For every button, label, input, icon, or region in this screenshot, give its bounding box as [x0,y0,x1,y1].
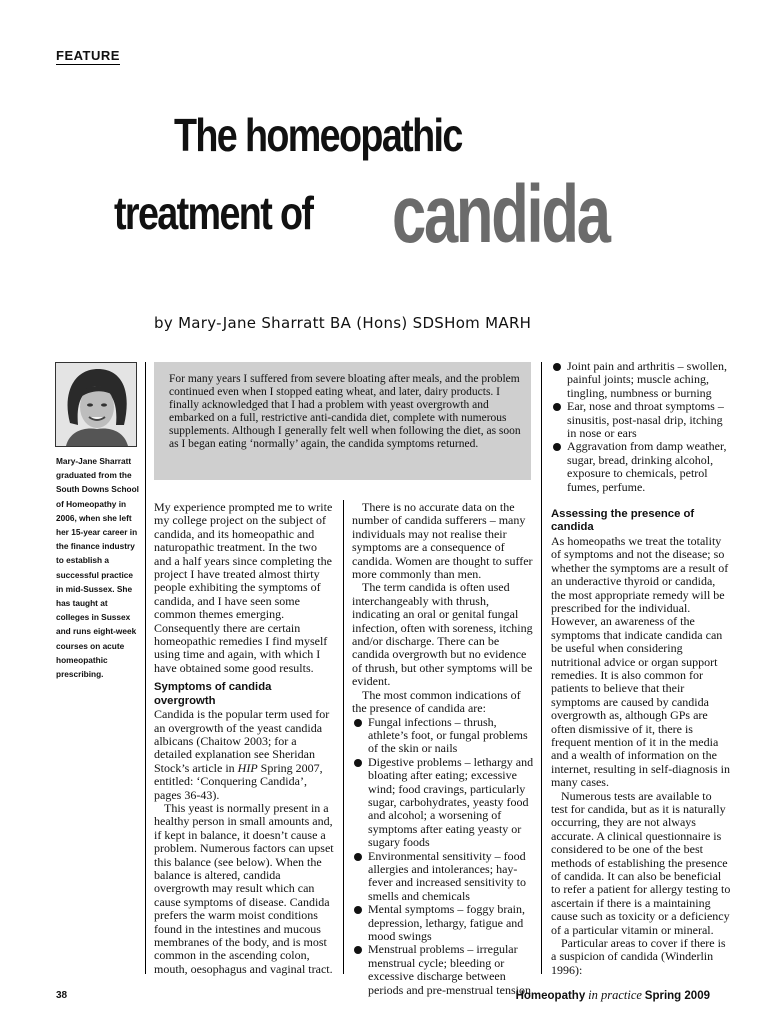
author-bio: Mary-Jane Sharratt graduated from the South Downs School of Homeopathy in 2006, when she left her 15-year career in the finance industry to establish a successful practice in mid-Sussex. She has taught at colleges in Sussex and runs eight-week courses on acute homeopathic prescribing. [56,456,139,680]
list-item: Environmental sensitivity – food allergies and intolerances; hay-fever and increased sensitivity to smells and chemicals [352,850,534,904]
column-rule [343,500,344,974]
footer-magazine [516,988,710,1003]
title-line-2: treatment of [114,187,313,239]
bullet-icon [553,363,561,371]
bullet-icon [553,443,561,451]
paragraph: This yeast is normally present in a healthy person in small amounts and, if kept in balance, it doesn’t cause a problem. Numerous factors can upset this balance (see below). When the balance is altered, candida overgrowth may result which can cause symptoms of disease. Candida prefers the warm moist conditions found in the intestines and mucous membranes of the body, and is most common in the ascending colon, mouth, oesophagus and vaginal tract. [154,800,334,976]
column-rule [145,362,146,974]
section-heading: Symptoms of candida overgrowth [154,681,272,707]
bullet-icon [354,719,362,727]
bullet-icon [553,403,561,411]
section-label: FEATURE [56,48,120,63]
list-item: Digestive problems – lethargy and bloating after eating; excessive wind; food cravings, particularly sugar, carbohydrates, yeasty food and alcohol; a worsening of symptoms after eating yeasty or sugary foods [352,756,534,850]
paragraph: As homeopaths we treat the totality of symptoms and not the disease; so whether the symptoms are a result of an underactive thyroid or candida, the most appropriate remedy will be prescribed for the individual. However, an awareness of the symptoms that indicate candida can be useful when considering nutritional advice or organ support remedies. It is also common for patients to believe that their symptoms are caused by candida overgrowth as, although GPs are often dismissive of it, there is frequent mention of it in the media and a wealth of information on the internet, resulting in self-diagnosis in many cases. [551,533,730,790]
title-line-1: The homeopathic [174,109,462,161]
author-photo [55,362,137,447]
title-highlight: candida [392,169,609,260]
column-rule [541,362,542,974]
list-item: Mental symptoms – foggy brain, depression, lethargy, fatigue and mood swings [352,903,534,943]
body-column-3 [551,360,731,977]
issue-date: Spring 2009 [644,990,710,1002]
list-item: Fungal infections – thrush, athlete’s foot, or fungal problems of the skin or nails [352,716,534,756]
bullet-icon [354,906,362,914]
paragraph: Numerous tests are available to test for candida, but as it is naturally occurring, they are not always accurate. A clinical questionnaire is considered to be one of the best methods of establishing the presence of candida. It can also be beneficial to refer a patient for allergy testing to ascertain if there is a maintaining cause such as toxicity or a deficiency of a particular vitamin or mineral. [551,788,731,937]
magazine-name: Homeopathy [515,990,586,1002]
paragraph: There is no accurate data on the number of candida sufferers – many individuals may not realise their symptoms are a consequence of candida. Women are thought to suffer more commonly than men. [352,500,533,582]
intro-standfirst: For many years I suffered from severe bloating after meals, and the problem continued even when I stopped eating wheat, and later, dairy products. I finally acknowledged that I had a problem with yeast overgrowth and embarked on a full, restrictive anti-candida diet, complete with numerous supplements. Although I generally felt well when following the diet, as soon as I began eating ‘normally’ again, the candida symptoms returned. [154,362,531,480]
paragraph: Particular areas to cover if there is a suspicion of candida (Winderlin 1996): [551,936,726,977]
bullet-icon [354,759,362,767]
body-column-1 [154,501,334,976]
list-item: Ear, nose and throat symptoms – sinusitis, post-nasal drip, itching in nose or ears [551,400,731,440]
paragraph: The most common indications of the presence of candida are: [352,687,521,716]
paragraph: My experience prompted me to write my college project on the subject of candida, and its homeopathic and naturopathic treatment. In the two and a half years since completing the project I have treated almost thirty people exhibiting the symptoms of candida, and I have seen some common themes emerging. Consequently there are certain homeopathic remedies I find myself using time and again, with which I have obtained some good results. [154,500,333,675]
bullet-icon [354,946,362,954]
list-item: Menstrual problems – irregular menstrual cycle; bleeding or excessive discharge between periods and pre-menstrual tension [352,943,534,997]
magazine-tagline: in practice [588,988,642,1002]
body-column-2 [352,501,534,997]
section-heading: Assessing the presence of candida [551,508,695,534]
list-item: Joint pain and arthritis – swollen, painful joints; muscle aching, tingling, numbness or burning [551,360,731,400]
list-item: Aggravation from damp weather, sugar, bread, drinking alcohol, exposure to chemicals, petrol fumes, perfume. [551,440,731,494]
bullet-icon [354,853,362,861]
paragraph: The term candida is often used interchangeably with thrush, indicating an oral or genital fungal infection, often with soreness, itching and/or discharge. There can be candida overgrowth but no evidence of thrush, but other symptoms will be evident. [352,580,533,689]
paragraph: Candida is the popular term used for an overgrowth of the yeast candida albicans (Chaitow 2003; for a detailed explanation see Sheridan Stock’s article in HIP Spring 2007, entitled: ‘Conquering Candida’, pages 36-43). [154,707,330,802]
byline: by Mary-Jane Sharratt BA (Hons) SDSHom MARH [154,314,532,332]
page-number: 38 [56,990,68,1001]
